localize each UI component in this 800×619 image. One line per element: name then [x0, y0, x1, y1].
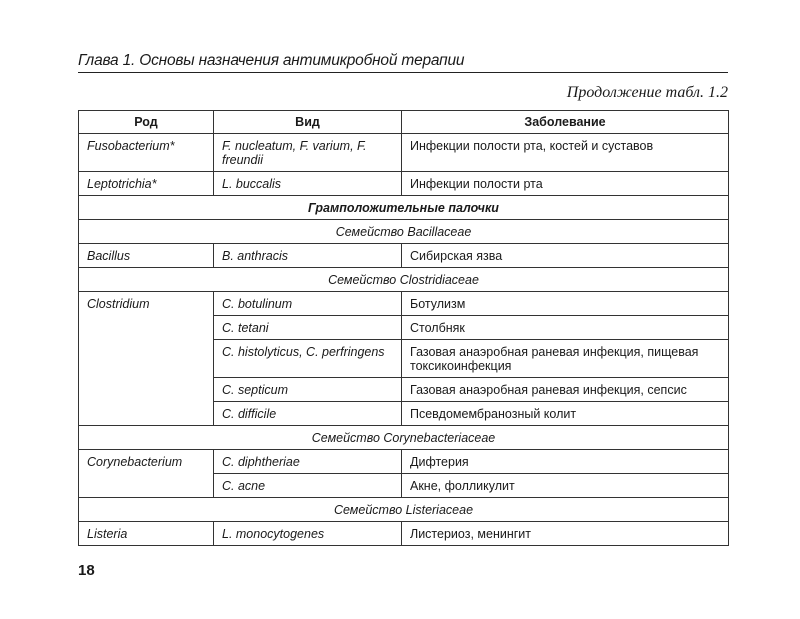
table-row: [79, 134, 729, 172]
species-cell: C. acne: [214, 474, 402, 498]
disease-cell: Газовая анаэробная раневая инфекция, пищевая токсикоинфекция: [402, 340, 729, 378]
disease-cell: Газовая анаэробная раневая инфекция, сепсис: [402, 378, 729, 402]
header-species: Вид: [214, 111, 402, 134]
section-label: Семейство Clostridiaceae: [79, 268, 729, 292]
section-label: Семейство Bacillaceae: [79, 220, 729, 244]
species-cell: L. monocytogenes: [214, 522, 402, 546]
disease-cell: Листериоз, менингит: [402, 522, 729, 546]
species-cell: F. nucleatum, F. varium, F. freundii: [214, 134, 402, 172]
species-cell: C. septicum: [214, 378, 402, 402]
table-row: [79, 450, 729, 474]
table-row: [79, 292, 729, 316]
species-cell: C. tetani: [214, 316, 402, 340]
table-family-heading: [79, 426, 729, 450]
species-cell: L. buccalis: [214, 172, 402, 196]
disease-cell: Инфекции полости рта: [402, 172, 729, 196]
disease-cell: Псевдомембранозный колит: [402, 402, 729, 426]
section-label: Семейство Corynebacteriaceae: [79, 426, 729, 450]
species-cell: C. difficile: [214, 402, 402, 426]
table-continuation-caption: Продолжение табл. 1.2: [566, 84, 728, 101]
table-family-heading: [79, 220, 729, 244]
species-cell: C. botulinum: [214, 292, 402, 316]
header-rule: [78, 72, 728, 73]
genus-cell: Listeria: [79, 522, 214, 546]
disease-cell: Инфекции полости рта, костей и суставов: [402, 134, 729, 172]
disease-cell: Столбняк: [402, 316, 729, 340]
table-body: [79, 134, 729, 546]
table-header-row: [79, 111, 729, 134]
section-label: Семейство Listeriaceae: [79, 498, 729, 522]
table-group-heading: [79, 196, 729, 220]
species-cell: C. diphtheriae: [214, 450, 402, 474]
disease-cell: Ботулизм: [402, 292, 729, 316]
section-label: Грамположительные палочки: [79, 196, 729, 220]
disease-cell: Акне, фолликулит: [402, 474, 729, 498]
disease-cell: Дифтерия: [402, 450, 729, 474]
genus-cell: Clostridium: [79, 292, 214, 426]
species-cell: B. anthracis: [214, 244, 402, 268]
table-family-heading: [79, 498, 729, 522]
table-row: [79, 522, 729, 546]
running-head: Глава 1. Основы назначения антимикробной терапии: [78, 52, 465, 69]
genus-cell: Bacillus: [79, 244, 214, 268]
genus-cell: Corynebacterium: [79, 450, 214, 498]
table-row: [79, 172, 729, 196]
header-genus: Род: [79, 111, 214, 134]
page-number: 18: [78, 562, 95, 579]
species-cell: C. histolyticus, C. perfringens: [214, 340, 402, 378]
disease-cell: Сибирская язва: [402, 244, 729, 268]
genus-cell: Fusobacterium*: [79, 134, 214, 172]
genus-cell: Leptotrichia*: [79, 172, 214, 196]
header-disease: Заболевание: [402, 111, 729, 134]
table-family-heading: [79, 268, 729, 292]
table-row: [79, 244, 729, 268]
bacteria-table: [78, 110, 729, 546]
